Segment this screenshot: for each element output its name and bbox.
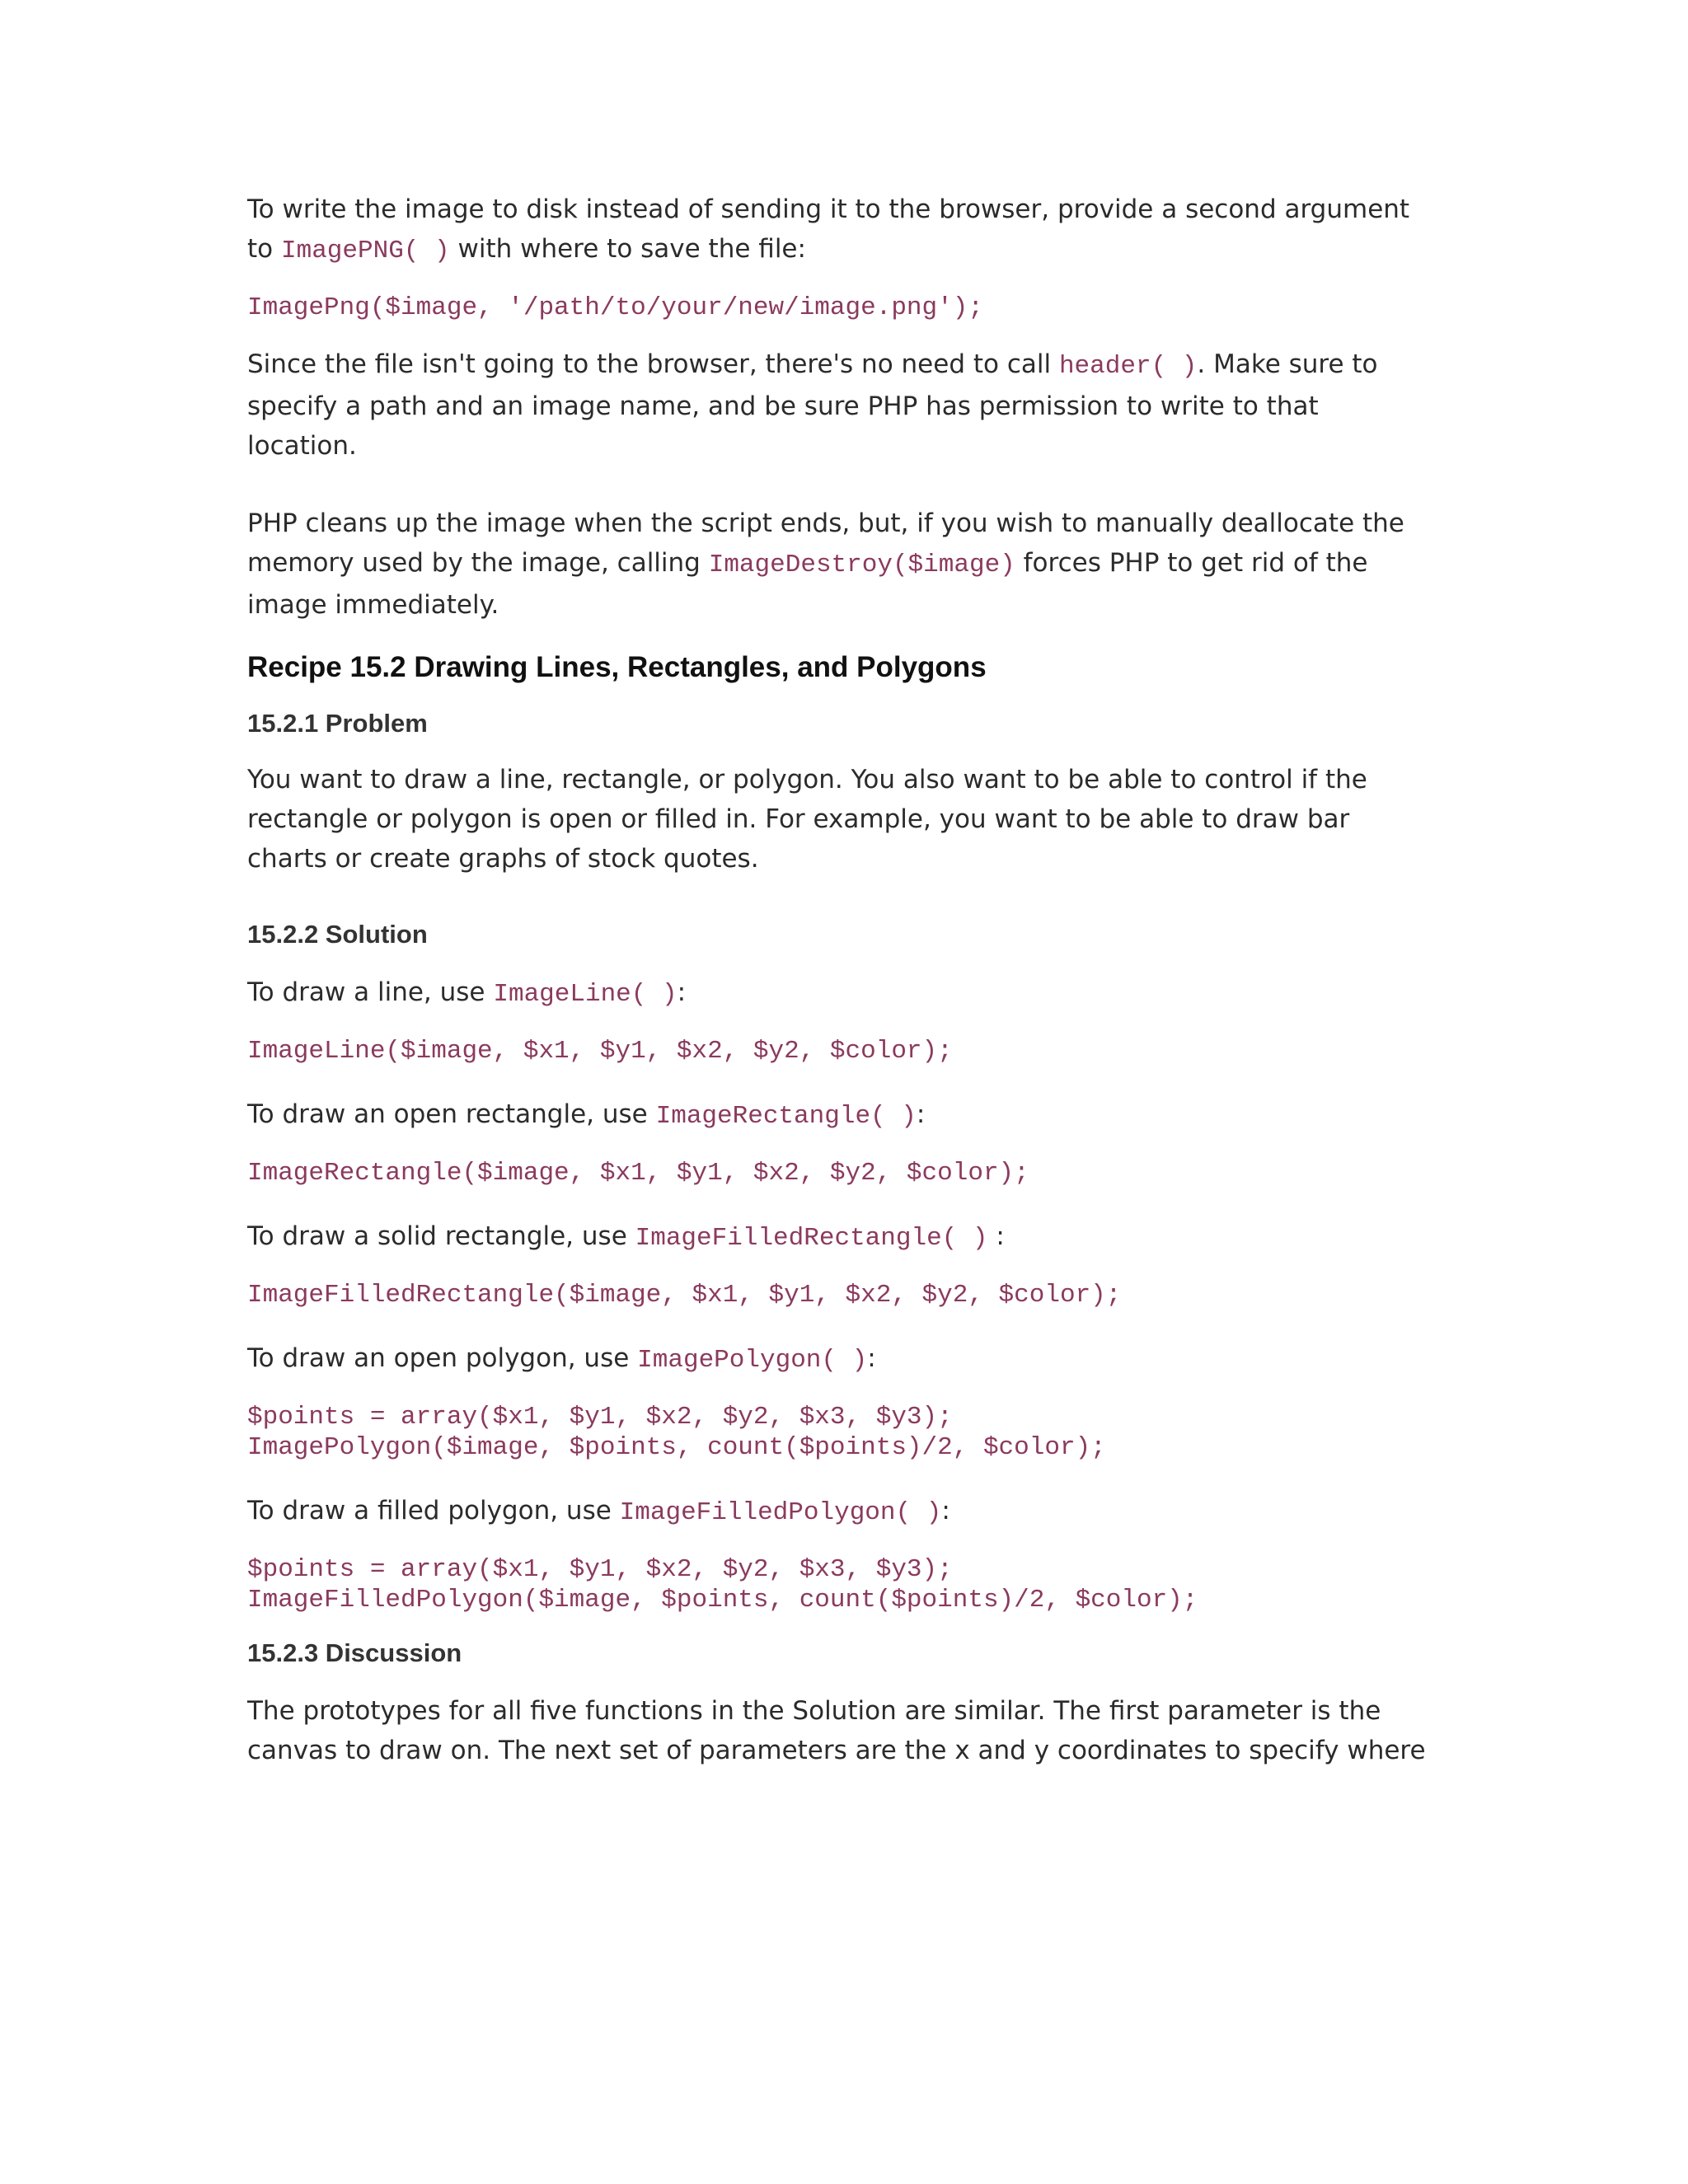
solution-heading: 15.2.2 Solution [247, 920, 428, 949]
text: with where to save the file: [449, 234, 806, 264]
inline-code: ImageFilledPolygon( ) [619, 1498, 942, 1527]
inline-code: ImageDestroy($image) [708, 551, 1015, 579]
code-block-imagefilledpolygon [247, 1554, 1434, 1615]
code-line: ImageLine($image, $x1, $y1, $x2, $y2, $color); [247, 1037, 953, 1066]
polygon-intro [247, 1338, 1434, 1380]
inline-code: ImagePNG( ) [280, 237, 450, 265]
inline-code: ImageRectangle( ) [655, 1102, 917, 1131]
text: : [677, 977, 687, 1007]
discussion-heading: 15.2.3 Discussion [247, 1638, 462, 1667]
inline-code: header( ) [1058, 352, 1198, 381]
paragraph-image-destroy [247, 504, 1434, 625]
filled-polygon-intro [247, 1491, 1434, 1533]
code-line: ImagePolygon($image, $points, count($points)/2, $color); [247, 1433, 1106, 1462]
text: Since the file isn't going to the browser, there's no need to call [247, 349, 1059, 379]
filled-rectangle-intro [247, 1216, 1434, 1258]
text: To write the image to disk instead of sending it to the browser, provide a second argument to [247, 194, 1410, 264]
inline-code: ImageLine( ) [493, 980, 678, 1009]
recipe-title: Recipe 15.2 Drawing Lines, Rectangles, and Polygons [247, 651, 987, 683]
problem-heading: 15.2.1 Problem [247, 709, 428, 738]
inline-code: ImageFilledRectangle( ) [635, 1224, 988, 1253]
text: To draw an open rectangle, use [247, 1099, 656, 1129]
text: PHP cleans up the image when the script ends, but, if you wish to manually deallocate the memory used by the image, calling [247, 509, 1404, 578]
inline-code: ImagePolygon( ) [637, 1346, 868, 1375]
code-line: ImagePng($image, '/path/to/your/new/image.png'); [247, 293, 983, 322]
code-line: ImageRectangle($image, $x1, $y1, $x2, $y2, $color); [247, 1159, 1029, 1188]
code-block-imagepng [247, 293, 1434, 323]
code-line: ImageFilledRectangle($image, $x1, $y1, $x2, $y2, $color); [247, 1281, 1122, 1310]
text: To draw a line, use [247, 977, 494, 1007]
rectangle-intro [247, 1094, 1434, 1137]
code-line: $points = array($x1, $y1, $x2, $y2, $x3, $y3); [247, 1403, 953, 1432]
paragraph-write-to-disk [247, 190, 1434, 271]
code-block-imagefilledrectangle [247, 1280, 1434, 1310]
code-line: ImageFilledPolygon($image, $points, count($points)/2, $color); [247, 1586, 1198, 1615]
line-intro [247, 972, 1434, 1015]
text: To draw a filled polygon, use [247, 1496, 620, 1526]
text: To draw an open polygon, use [247, 1343, 638, 1373]
text: : [941, 1496, 950, 1526]
document-page [247, 190, 1434, 1770]
code-line: $points = array($x1, $y1, $x2, $y2, $x3, $y3); [247, 1555, 953, 1584]
text: To draw a solid rectangle, use [247, 1221, 635, 1251]
text: . Make sure to specify a path and an image name, and be sure PHP has permission to write to that location. [247, 349, 1378, 461]
text: : [867, 1343, 876, 1373]
paragraph-header-call [247, 344, 1434, 466]
code-block-imagerectangle [247, 1158, 1434, 1188]
code-block-imagepolygon [247, 1402, 1434, 1463]
text: forces PHP to get rid of the image immediately. [247, 548, 1368, 620]
discussion-text: The prototypes for all five functions in the Solution are similar. The first parameter is the canvas to draw on. The next set of parameters are the x and y coordinates to specify where [247, 1696, 1426, 1765]
text: : [916, 1099, 926, 1129]
text: : [987, 1221, 1005, 1251]
code-block-imageline [247, 1036, 1434, 1066]
problem-text: You want to draw a line, rectangle, or polygon. You also want to be able to control if the rectangle or polygon is open or filled in. For example, you want to be able to draw bar charts or create graphs of stock quotes. [247, 765, 1367, 874]
